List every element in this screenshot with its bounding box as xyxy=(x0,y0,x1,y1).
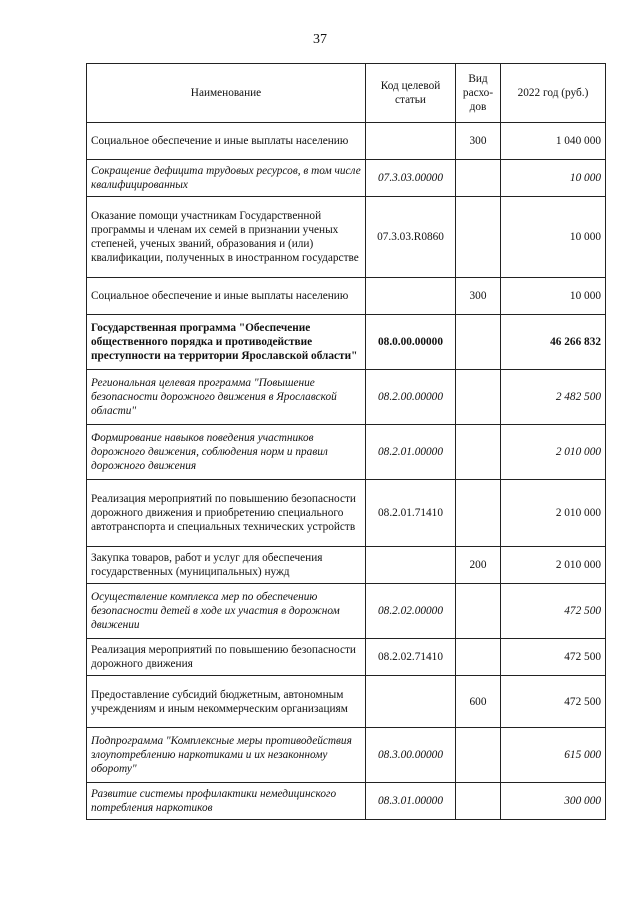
cell-amount: 472 500 xyxy=(501,639,606,676)
cell-name: Реализация мероприятий по повышению безопасности дорожного движения xyxy=(87,639,366,676)
header-amount: 2022 год (руб.) xyxy=(501,64,606,123)
cell-code: 07.3.03.R0860 xyxy=(366,197,456,278)
cell-type: 300 xyxy=(456,123,501,160)
cell-code: 08.3.01.00000 xyxy=(366,783,456,820)
table-row xyxy=(87,123,606,160)
cell-amount: 10 000 xyxy=(501,278,606,315)
cell-type: 300 xyxy=(456,278,501,315)
cell-type xyxy=(456,425,501,480)
cell-amount: 615 000 xyxy=(501,728,606,783)
cell-amount: 1 040 000 xyxy=(501,123,606,160)
cell-code: 08.2.01.71410 xyxy=(366,480,456,547)
cell-name: Сокращение дефицита трудовых ресурсов, в том числе квалифицированных xyxy=(87,160,366,197)
cell-amount: 10 000 xyxy=(501,197,606,278)
table-row xyxy=(87,728,606,783)
cell-amount: 10 000 xyxy=(501,160,606,197)
cell-amount: 46 266 832 xyxy=(501,315,606,370)
cell-code: 08.2.02.00000 xyxy=(366,584,456,639)
cell-amount: 300 000 xyxy=(501,783,606,820)
cell-type xyxy=(456,728,501,783)
cell-type xyxy=(456,584,501,639)
cell-name: Предоставление субсидий бюджетным, автономным учреждениям и иным некоммерческим организациям xyxy=(87,676,366,728)
table-row xyxy=(87,197,606,278)
page-number: 37 xyxy=(313,32,327,47)
cell-name: Закупка товаров, работ и услуг для обеспечения государственных (муниципальных) нужд xyxy=(87,547,366,584)
cell-type xyxy=(456,370,501,425)
cell-name: Социальное обеспечение и иные выплаты населению xyxy=(87,123,366,160)
header-type: Вид расхо-дов xyxy=(456,64,501,123)
cell-code: 08.2.02.71410 xyxy=(366,639,456,676)
cell-code: 08.2.00.00000 xyxy=(366,370,456,425)
cell-code xyxy=(366,676,456,728)
cell-code xyxy=(366,123,456,160)
cell-type xyxy=(456,480,501,547)
table-row xyxy=(87,783,606,820)
table-row xyxy=(87,425,606,480)
cell-amount: 2 010 000 xyxy=(501,547,606,584)
cell-name: Формирование навыков поведения участников дорожного движения, соблюдения норм и правил дорожного движения xyxy=(87,425,366,480)
cell-name: Государственная программа "Обеспечение общественного порядка и противодействие преступности на территории Ярославской области" xyxy=(87,315,366,370)
table-header-row xyxy=(87,64,606,123)
table-row xyxy=(87,676,606,728)
cell-amount: 2 010 000 xyxy=(501,480,606,547)
header-name: Наименование xyxy=(87,64,366,123)
table-row xyxy=(87,639,606,676)
cell-type xyxy=(456,197,501,278)
cell-type: 600 xyxy=(456,676,501,728)
cell-code: 08.3.00.00000 xyxy=(366,728,456,783)
table-row xyxy=(87,278,606,315)
cell-name: Подпрограмма "Комплексные меры противодействия злоупотреблению наркотиками и их незаконному обороту" xyxy=(87,728,366,783)
cell-name: Развитие системы профилактики немедицинского потребления наркотиков xyxy=(87,783,366,820)
cell-code xyxy=(366,278,456,315)
cell-type xyxy=(456,783,501,820)
cell-type: 200 xyxy=(456,547,501,584)
cell-code: 08.0.00.00000 xyxy=(366,315,456,370)
header-code: Код целевой статьи xyxy=(366,64,456,123)
cell-code xyxy=(366,547,456,584)
cell-amount: 472 500 xyxy=(501,584,606,639)
budget-table xyxy=(86,63,606,820)
table-row xyxy=(87,160,606,197)
cell-name: Осуществление комплекса мер по обеспечению безопасности детей в ходе их участия в дорожном движении xyxy=(87,584,366,639)
cell-amount: 472 500 xyxy=(501,676,606,728)
table-row xyxy=(87,480,606,547)
cell-type xyxy=(456,315,501,370)
table-row xyxy=(87,370,606,425)
cell-code: 08.2.01.00000 xyxy=(366,425,456,480)
cell-code: 07.3.03.00000 xyxy=(366,160,456,197)
cell-name: Оказание помощи участникам Государственной программы и членам их семей в признании ученых степеней, ученых званий, образования и (или) квалификации, полученных в иностранном государстве xyxy=(87,197,366,278)
cell-name: Реализация мероприятий по повышению безопасности дорожного движения и приобретению специального автотранспорта и специальных технических устройств xyxy=(87,480,366,547)
cell-type xyxy=(456,160,501,197)
cell-name: Социальное обеспечение и иные выплаты населению xyxy=(87,278,366,315)
table-row xyxy=(87,584,606,639)
cell-type xyxy=(456,639,501,676)
cell-amount: 2 482 500 xyxy=(501,370,606,425)
cell-name: Региональная целевая программа "Повышение безопасности дорожного движения в Ярославской области" xyxy=(87,370,366,425)
table-row xyxy=(87,547,606,584)
table-row xyxy=(87,315,606,370)
cell-amount: 2 010 000 xyxy=(501,425,606,480)
